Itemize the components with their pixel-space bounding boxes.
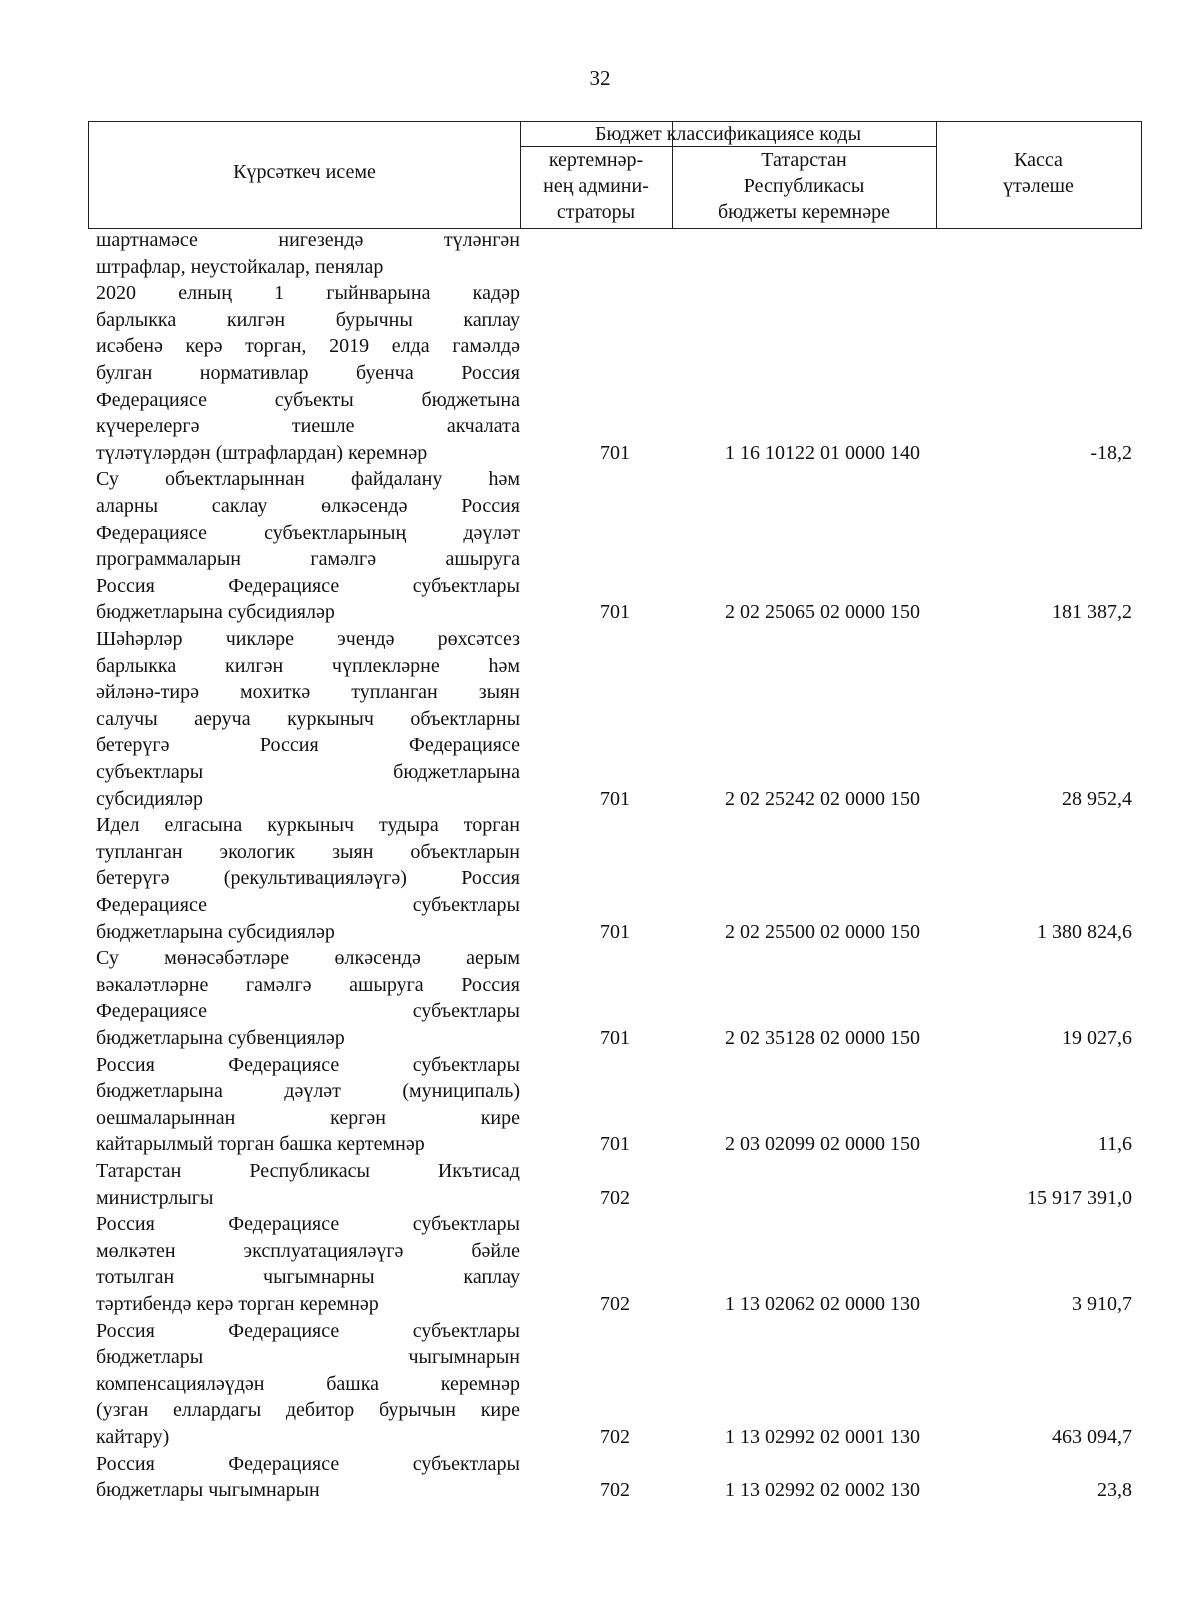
row-admin-code: 702 [600, 1186, 630, 1209]
row-cash-execution: 28 952,4 [1062, 787, 1132, 810]
row-name-line: тупланган экологик зыян объектларын [96, 840, 520, 863]
page-number: 32 [589, 66, 611, 90]
row-name-line: бетерүгә (рекультивацияләүгә) Россия [96, 867, 520, 890]
table-row [0, 812, 1200, 945]
row-cash-execution: 15 917 391,0 [1027, 1186, 1132, 1209]
row-indicator-name [96, 227, 520, 280]
table-row [0, 1211, 1200, 1317]
row-name-line: вәкаләтләрне гамәлгә ашыруга Россия [96, 973, 520, 996]
row-indicator-name [96, 812, 520, 945]
row-name-line: Федерациясе субъектларының дәүләт [96, 521, 520, 544]
header-admin-column [520, 147, 672, 225]
table-row [0, 466, 1200, 626]
row-name-line: Федерациясе субъектлары [96, 893, 520, 916]
row-indicator-name [96, 280, 520, 466]
row-name-line: Су мөнәсәбәтләре өлкәсендә аерым [96, 947, 520, 970]
table-row [0, 1158, 1200, 1211]
row-admin-code: 701 [600, 1026, 630, 1049]
header-code-line: Республикасы [743, 175, 865, 197]
table-row [0, 945, 1200, 1051]
row-budget-code: 2 02 25242 02 0000 150 [725, 787, 920, 810]
row-cash-execution: 11,6 [1097, 1133, 1132, 1156]
row-budget-code: 1 13 02992 02 0002 130 [725, 1479, 920, 1502]
row-indicator-name [96, 1451, 520, 1504]
row-name-line: бюджетларына субвенцияләр [96, 1026, 345, 1049]
row-name-line: Су объектларыннан файдалану һәм [96, 468, 520, 491]
row-name-line: бюджетларына субсидияләр [96, 601, 335, 624]
table-row [0, 626, 1200, 812]
row-name-line: бюджетлары чыгымнарын [96, 1346, 520, 1369]
table-row [0, 227, 1200, 280]
row-name-line: бюджетларына дәүләт (муниципаль) [96, 1080, 520, 1103]
row-name-line: түләтүләрдән (штрафлардан) керемнәр [96, 441, 428, 464]
row-name-line: субъектлары бюджетларына [96, 760, 520, 783]
row-name-line: компенсацияләүдән башка керемнәр [96, 1372, 520, 1395]
row-name-line: Федерациясе субъекты бюджетына [96, 388, 520, 411]
row-name-line: тәртибендә керә торган керемнәр [96, 1292, 379, 1315]
row-name-line: барлыкка килгән бурычны каплау [96, 308, 520, 331]
row-budget-code: 2 02 35128 02 0000 150 [725, 1026, 920, 1049]
row-name-line: салучы аеруча куркыныч объектларны [96, 707, 520, 730]
row-admin-code: 701 [600, 1133, 630, 1156]
row-name-line: Россия Федерациясе субъектлары [96, 1452, 520, 1475]
row-cash-execution: -18,2 [1090, 441, 1132, 464]
row-name-line: Россия Федерациясе субъектлары [96, 1319, 520, 1342]
row-name-line: оешмаларыннан кергән кире [96, 1106, 520, 1129]
row-budget-code: 2 02 25065 02 0000 150 [725, 601, 920, 624]
table-row [0, 1052, 1200, 1158]
row-budget-code [690, 254, 955, 281]
row-name-line: кайтарылмый торган башка кертемнәр [96, 1133, 425, 1156]
row-name-line: (узган еллардагы дебитор бурычын кире [96, 1399, 520, 1422]
table-header [88, 121, 1142, 229]
header-code-line: Татарстан [761, 149, 847, 171]
row-name-line: барлыкка килгән чүплекләрне һәм [96, 654, 520, 677]
row-name-line: Россия Федерациясе субъектлары [96, 574, 520, 597]
row-admin-code: 702 [600, 1479, 630, 1502]
row-name-line: шартнамәсе нигезендә түләнгән [96, 229, 520, 251]
row-admin-code: 701 [600, 920, 630, 943]
header-admin-line: кертемнәр- [548, 149, 644, 171]
row-cash-execution: 1 380 824,6 [1037, 920, 1132, 943]
row-indicator-name [96, 466, 520, 626]
row-name-line: күчерелергә тиешле акчалата [96, 415, 520, 438]
row-cash-execution: 19 027,6 [1062, 1026, 1132, 1049]
row-indicator-name [96, 1211, 520, 1317]
row-name-line: штрафлар, неустойкалар, пенялар [96, 255, 384, 278]
row-cash-execution: 3 910,7 [1072, 1292, 1132, 1315]
row-admin-code: 701 [600, 601, 630, 624]
row-name-line: программаларын гамәлгә ашыруга [96, 548, 520, 571]
row-name-line: Россия Федерациясе субъектлары [96, 1213, 520, 1236]
row-budget-code: 2 03 02099 02 0000 150 [725, 1133, 920, 1156]
row-name-line: аларны саклау өлкәсендә Россия [96, 494, 520, 517]
header-classification-group: Бюджет классификациясе коды [594, 123, 862, 145]
row-indicator-name [96, 626, 520, 812]
row-name-line: кайтару) [96, 1425, 170, 1448]
row-cash-execution: 23,8 [1097, 1479, 1132, 1502]
header-sum-line: Касса [1014, 149, 1063, 171]
row-budget-code: 1 16 10122 01 0000 140 [725, 441, 920, 464]
row-budget-code [690, 1185, 955, 1212]
row-indicator-name [96, 945, 520, 1051]
row-name-line: Шәһәрләр чикләре эчендә рөхсәтсез [96, 628, 520, 650]
header-code-column [672, 147, 936, 225]
row-name-line: Татарстан Республикасы Икътисад [96, 1160, 520, 1182]
row-indicator-name [96, 1318, 520, 1451]
header-admin-line: нең админи- [543, 175, 649, 197]
row-name-line: Россия Федерациясе субъектлары [96, 1053, 520, 1076]
row-name-line: тотылган чыгымнарны каплау [96, 1266, 520, 1289]
row-name-line: мөлкәтен эксплуатацияләүгә бәйле [96, 1239, 520, 1262]
row-admin-code: 701 [600, 441, 630, 464]
row-name-line: бюджетлары чыгымнарын [96, 1479, 320, 1502]
header-sum-line: үтәлеше [1003, 175, 1074, 197]
header-code-line: бюджеты керемнәре [718, 201, 890, 223]
row-name-line: бетерүгә Россия Федерациясе [96, 734, 520, 757]
row-budget-code: 1 13 02062 02 0000 130 [725, 1292, 920, 1315]
row-admin-code: 701 [600, 787, 630, 810]
row-indicator-name [96, 1052, 520, 1158]
row-cash-execution: 181 387,2 [1052, 601, 1132, 624]
table-row [0, 1318, 1200, 1451]
row-name-line: 2020 елның 1 гыйнварына кадәр [96, 282, 520, 305]
row-name-line: исәбенә керә торган, 2019 елда гамәлдә [96, 335, 520, 358]
row-budget-code: 1 13 02992 02 0001 130 [725, 1426, 920, 1448]
row-admin-code: 702 [600, 1426, 630, 1448]
row-budget-code: 2 02 25500 02 0000 150 [725, 920, 920, 943]
header-indicator-name: Күрсәткеч исеме [233, 161, 376, 183]
row-name-line: Идел елгасына куркыныч тудыра торган [96, 814, 520, 837]
header-sum-column [936, 147, 1141, 199]
row-name-line: субсидияләр [96, 787, 204, 810]
table-row [0, 280, 1200, 466]
table-row [0, 1451, 1200, 1504]
row-cash-execution [955, 254, 1132, 281]
row-name-line: бюджетларына субсидияләр [96, 920, 335, 943]
row-indicator-name [96, 1158, 520, 1211]
row-name-line: министрлыгы [96, 1186, 214, 1209]
row-cash-execution: 463 094,7 [1052, 1426, 1132, 1448]
row-admin-code: 702 [600, 1292, 630, 1315]
row-name-line: булган нормативлар буенча Россия [96, 361, 520, 384]
row-name-line: әйләнә-тирә мохиткә тупланган зыян [96, 681, 520, 704]
row-admin-code [540, 254, 690, 281]
header-admin-line: страторы [556, 201, 636, 223]
row-name-line: Федерациясе субъектлары [96, 1000, 520, 1023]
